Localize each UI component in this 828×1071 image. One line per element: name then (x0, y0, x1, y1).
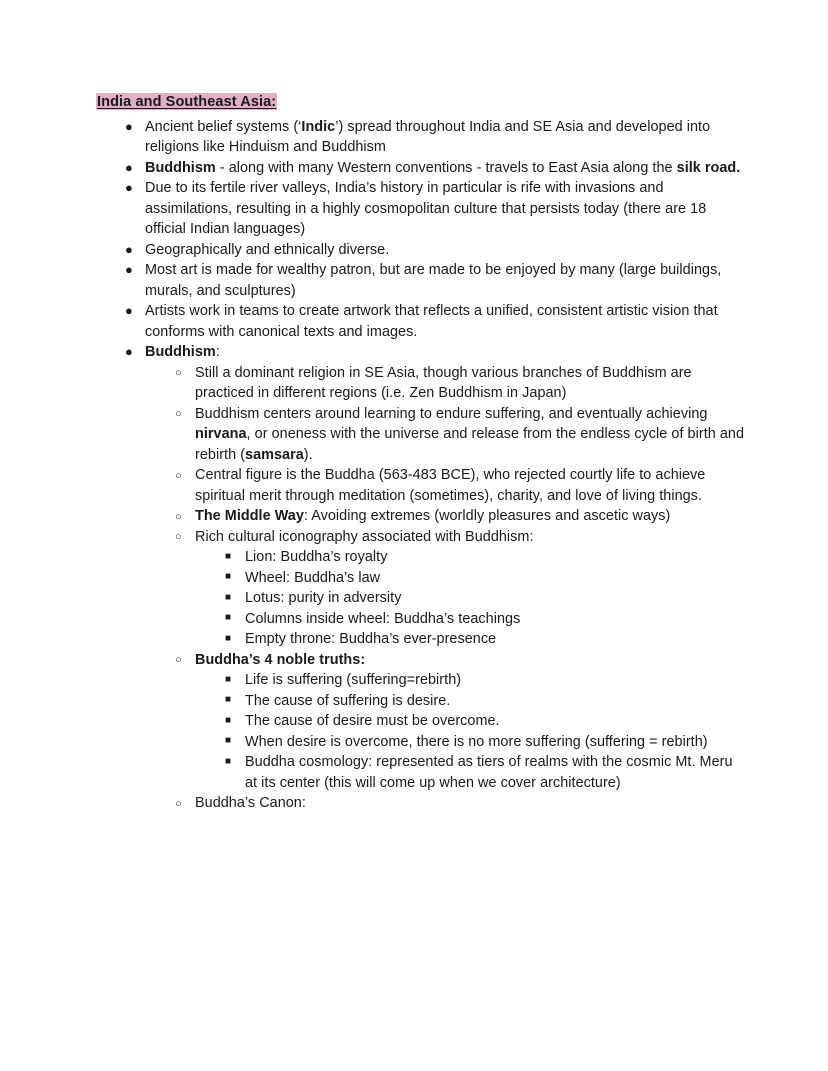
bullet-level2-icon: ○ (175, 654, 182, 666)
text-run: : (215, 344, 220, 360)
list-item-text (145, 260, 744, 301)
text-run: Lotus: purity in adversity (245, 590, 402, 606)
text-run: Still a dominant religion in SE Asia, though various branches of Buddhism are practiced in different regions (i.e. Zen Buddhism in Japan) (195, 364, 692, 401)
text-run: Buddha’s Canon: (195, 795, 306, 811)
list-item (125, 117, 744, 158)
page-title-highlight: India and Southeast Asia: (97, 94, 277, 110)
list-item-text (245, 732, 744, 753)
list-item (225, 732, 744, 753)
text-run: Central figure is the Buddha (563-483 BCE), who rejected courtly life to achieve spiritual merit through meditation (sometimes), charity, and love of living things. (195, 467, 706, 504)
bullet-level2-icon: ○ (175, 408, 182, 420)
outline-list-level3 (225, 547, 744, 650)
bullet-level1-icon: ● (125, 262, 133, 277)
list-item (225, 691, 744, 712)
text-run: ’) spread throughout India and SE Asia and developed into religions like Hinduism and Buddhism (145, 118, 711, 155)
bullet-level3-icon: ■ (225, 735, 232, 746)
text-run: The cause of suffering is desire. (245, 692, 451, 709)
text-run: Lion: Buddha’s royalty (245, 549, 388, 565)
outline-list-level2 (175, 363, 744, 814)
page-title (96, 92, 744, 113)
text-run: Wheel: Buddha’s law (245, 569, 381, 586)
list-item (125, 342, 744, 814)
list-item (225, 568, 744, 589)
text-run: Geographically and ethnically diverse. (145, 241, 390, 258)
list-item (225, 588, 744, 609)
list-item-text (245, 609, 744, 630)
list-item (175, 363, 744, 404)
list-item (175, 527, 744, 650)
list-item-text (245, 547, 744, 568)
text-run: - along with many Western conventions - travels to East Asia along the (215, 159, 677, 176)
text-run: When desire is overcome, there is no more suffering (suffering = rebirth) (245, 733, 708, 750)
text-run: Rich cultural iconography associated with Buddhism: (195, 528, 534, 545)
text-run: Due to its fertile river valleys, India’s history in particular is rife with invasions and assimilations, resulting in a highly cosmopolitan culture that persists today (there are 18 official Indian languages) (145, 180, 707, 237)
list-item (125, 178, 744, 240)
bullet-level3-icon: ■ (225, 714, 232, 726)
text-run-bold: Buddha’s 4 noble truths: (195, 651, 366, 668)
list-item-text (145, 342, 744, 363)
list-item-text (245, 629, 744, 650)
text-run: Buddha cosmology: represented as tiers of realms with the cosmic Mt. Meru at its center (this will come up when we cover architecture) (245, 754, 733, 791)
list-item-text (145, 301, 744, 342)
text-run: Artists work in teams to create artwork that reflects a unified, consistent artistic vision that conforms with canonical texts and images. (145, 303, 718, 340)
bullet-level3-icon: ■ (225, 632, 232, 644)
list-item-text (195, 527, 744, 548)
bullet-level2-icon: ○ (175, 469, 182, 482)
text-run: The cause of desire must be overcome. (245, 713, 500, 729)
list-item (175, 404, 744, 466)
bullet-level1-icon: ● (125, 159, 133, 175)
list-item-text (145, 240, 744, 261)
list-item (175, 506, 744, 527)
list-item-text (145, 117, 744, 158)
list-item (225, 547, 744, 568)
list-item (125, 301, 744, 342)
text-run: Empty throne: Buddha’s ever-presence (245, 631, 497, 647)
list-item (125, 158, 744, 179)
outline-list-level1 (125, 117, 744, 814)
list-item-text (145, 178, 744, 240)
bullet-level2-icon: ○ (175, 531, 182, 543)
list-item (225, 711, 744, 732)
text-run-bold: nirvana (195, 426, 247, 442)
bullet-level1-icon: ● (125, 303, 133, 318)
list-item (175, 793, 744, 814)
text-run: : Avoiding extremes (worldly pleasures and ascetic ways) (303, 508, 671, 524)
text-run: Buddhism centers around learning to endure suffering, and eventually achieving (195, 405, 708, 422)
bullet-level3-icon: ■ (225, 591, 232, 603)
document-body (96, 92, 744, 814)
list-item-text (145, 158, 744, 179)
list-item-text (245, 752, 744, 793)
text-run: Life is suffering (suffering=rebirth) (245, 672, 462, 688)
bullet-level3-icon: ■ (225, 673, 232, 685)
outline-list-level3 (225, 670, 744, 793)
list-item-text (245, 568, 744, 589)
bullet-level1-icon: ● (125, 118, 133, 134)
list-item-text (245, 711, 744, 732)
bullet-level2-icon: ○ (175, 367, 182, 379)
list-item-text (245, 691, 744, 712)
text-run-bold: Buddhism (145, 159, 216, 176)
list-item-text (195, 506, 744, 527)
text-run: Most art is made for wealthy patron, but are made to be enjoyed by many (large buildings, murals, and sculptures) (145, 262, 722, 299)
list-item-text (195, 465, 744, 506)
bullet-level1-icon: ● (125, 180, 133, 195)
list-item (175, 465, 744, 506)
list-item-text (195, 404, 744, 466)
list-item-text (245, 670, 744, 691)
list-item (125, 260, 744, 301)
bullet-level1-icon: ● (125, 344, 133, 359)
bullet-level3-icon: ■ (225, 571, 232, 582)
bullet-level3-icon: ■ (225, 550, 232, 562)
list-item-text (195, 363, 744, 404)
list-item-text (195, 793, 744, 814)
text-run: ). (303, 446, 313, 463)
text-run-bold: The Middle Way (195, 508, 304, 524)
text-run: Columns inside wheel: Buddha’s teachings (245, 610, 521, 627)
bullet-level2-icon: ○ (175, 797, 182, 810)
list-item (225, 609, 744, 630)
text-run-bold: samsara (245, 446, 304, 463)
list-item (125, 240, 744, 261)
text-run-bold: Buddhism (145, 344, 216, 360)
bullet-level3-icon: ■ (225, 694, 232, 705)
text-run: Ancient belief systems (‘ (145, 118, 302, 135)
text-run: , or oneness with the universe and release from the endless cycle of birth and rebirth ( (195, 426, 744, 463)
bullet-level3-icon: ■ (225, 612, 232, 623)
text-run-bold: Indic (301, 118, 336, 135)
list-item (225, 752, 744, 793)
list-item-text (245, 588, 744, 609)
list-item (175, 650, 744, 794)
bullet-level1-icon: ● (125, 241, 133, 257)
text-run-bold: silk road. (676, 159, 741, 176)
list-item (225, 670, 744, 691)
bullet-level2-icon: ○ (175, 510, 182, 523)
bullet-level3-icon: ■ (225, 755, 232, 767)
list-item (225, 629, 744, 650)
list-item-text (195, 650, 744, 671)
